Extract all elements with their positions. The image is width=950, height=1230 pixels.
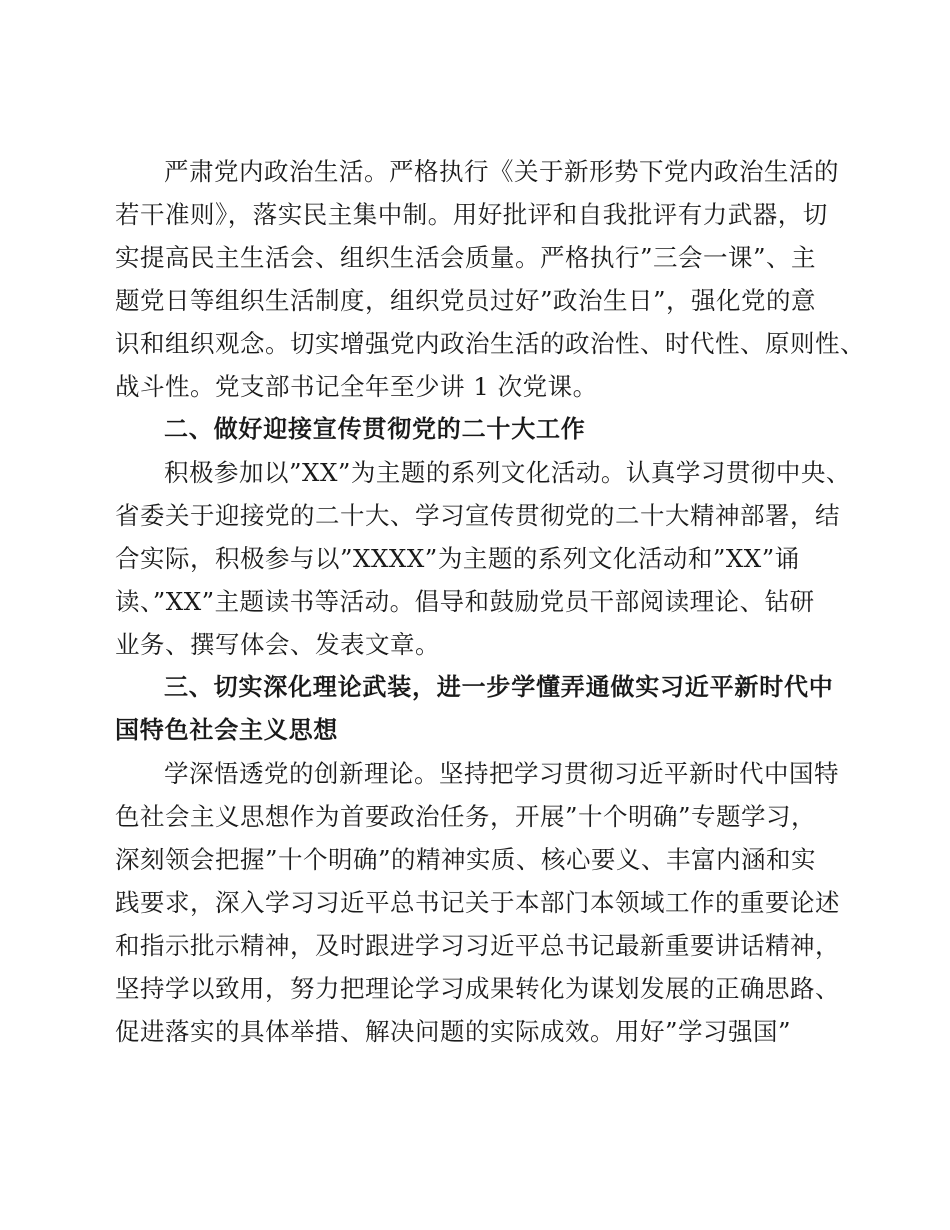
text-line: 严肃党内政治生活。严格执行《关于新形势下党内政治生活的 xyxy=(164,157,839,186)
heading-line: 三、切实深化理论武装，进一步学懂弄通做实习近平新时代中 xyxy=(164,673,834,701)
text-line: 战斗性。党支部书记全年至少讲 1 次党课。 xyxy=(115,372,598,401)
text-line: 深刻领会把握”十个明确”的精神实质、核心要义、丰富内涵和实 xyxy=(115,845,817,874)
text-line: 题党日等组织生活制度，组织党员过好”政治生日”，强化党的意 xyxy=(115,286,817,315)
text-line: 坚持学以致用，努力把理论学习成果转化为谋划发展的正确思路、 xyxy=(115,974,840,1003)
text-line: 和指示批示精神，及时跟进学习习近平总书记最新重要讲话精神， xyxy=(115,931,840,960)
text-line: 业务、撰写体会、发表文章。 xyxy=(115,630,440,659)
text-line: 识和组织观念。切实增强党内政治生活的政治性、时代性、原则性、 xyxy=(115,329,865,358)
text-line: 实提高民主生活会、组织生活会质量。严格执行”三会一课”、主 xyxy=(115,243,817,272)
paragraph-cultural-activities xyxy=(115,451,855,666)
document-body xyxy=(115,150,865,1053)
paragraph-theory-study xyxy=(115,752,855,1053)
section-heading-3 xyxy=(115,666,855,752)
heading-line: 二、做好迎接宣传贯彻党的二十大工作 xyxy=(164,415,586,443)
text-line: 若干准则》，落实民主集中制。用好批评和自我批评有力武器，切 xyxy=(115,200,828,229)
heading-line: 国特色社会主义思想 xyxy=(115,716,339,744)
text-line: 促进落实的具体举措、解决问题的实际成效。用好”学习强国” xyxy=(115,1017,792,1046)
text-line: 读、”XX”主题读书等活动。倡导和鼓励党员干部阅读理论、钻研 xyxy=(115,587,815,616)
text-line: 省委关于迎接党的二十大、学习宣传贯彻党的二十大精神部署，结 xyxy=(115,501,840,530)
section-heading-2 xyxy=(115,408,855,451)
text-line: 践要求，深入学习习近平总书记关于本部门本领域工作的重要论述 xyxy=(115,888,840,917)
text-line: 合实际，积极参与以”XXXX”为主题的系列文化活动和”XX”诵 xyxy=(115,544,800,573)
text-line: 学深悟透党的创新理论。坚持把学习贯彻习近平新时代中国特 xyxy=(164,759,839,788)
text-line: 色社会主义思想作为首要政治任务，开展”十个明确”专题学习， xyxy=(115,802,817,831)
text-line: 积极参加以”XX”为主题的系列文化活动。认真学习贯彻中央、 xyxy=(164,458,851,487)
paragraph-party-life xyxy=(115,150,865,408)
